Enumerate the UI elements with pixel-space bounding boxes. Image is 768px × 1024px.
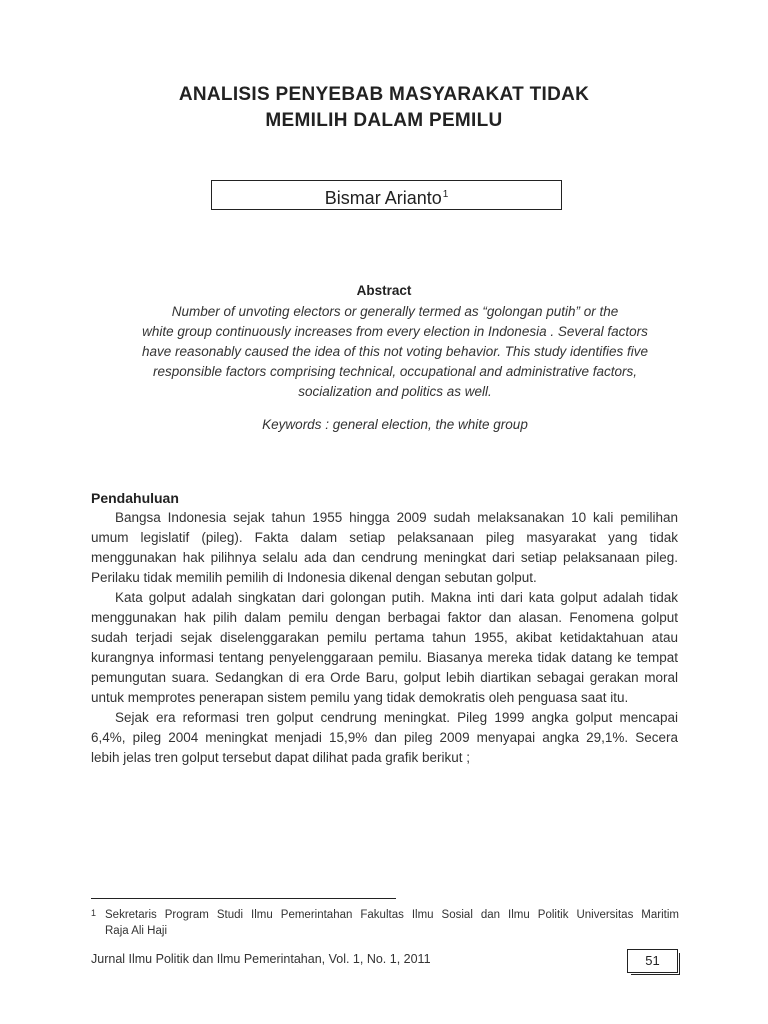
paper-title-line-1: ANALISIS PENYEBAB MASYARAKAT TIDAK	[178, 84, 590, 105]
section-heading: Pendahuluan	[91, 490, 179, 506]
abstract-line: Number of unvoting electors or generally termed as “golongan putih” or the	[171, 304, 619, 319]
footnote-line: Raja Ali Haji	[105, 925, 167, 937]
keywords: Keywords : general election, the white group	[262, 417, 528, 432]
body-line: menggunakan hak pilih dalam pemilu dengan berbagai faktor dan alasan. Fenomena golput	[91, 610, 678, 625]
abstract-body	[110, 302, 680, 402]
body-line: lebih jelas tren golput tersebut dapat dilihat pada grafik berikut ;	[91, 750, 470, 765]
abstract-line: white group continuously increases from every election in Indonesia . Several factors	[142, 324, 648, 339]
abstract-heading: Abstract	[356, 283, 412, 298]
body-line: Kata golput adalah singkatan dari golongan putih. Makna inti dari kata golput adalah tidak	[115, 590, 678, 605]
abstract-line: responsible factors comprising technical, occupational and administrative factors,	[153, 364, 637, 379]
footnote-number: 1	[91, 908, 97, 918]
body-line: 6,4%, pileg 2004 meningkat menjadi 15,9% dan pileg 2009 menyapai angka 29,1%. Secera	[91, 730, 678, 745]
body-line: pemungutan suara. Sedangkan di era Orde Baru, golput lebih diartikan sebagai gerakan moral	[91, 670, 678, 685]
author-box	[211, 180, 562, 210]
page-number-text: 51	[645, 953, 660, 968]
paper-title-line-2: MEMILIH DALAM PEMILU	[265, 110, 503, 131]
body-line: kurangnya informasi tentang penyelenggaraan pemilu. Biasanya mereka tidak datang ke tempat	[91, 650, 678, 665]
body-line: menggunakan hak pilihnya selalu ada dan cendrung meningkat dari setiap pelaksanaan pileg.	[91, 550, 678, 565]
footnote	[91, 907, 679, 939]
body-line: Bangsa Indonesia sejak tahun 1955 hingga 2009 sudah melaksanakan 10 kali pemilihan	[115, 510, 678, 525]
author-footnote-mark: 1	[442, 189, 449, 200]
abstract-line: have reasonably caused the idea of this not voting behavior. This study identifies five	[141, 344, 649, 359]
author-name: Bismar Arianto	[324, 188, 442, 208]
page-number	[627, 949, 678, 973]
body-line: untuk memprotes penerapan sistem pemilu yang tidak demokratis oleh penguasa saat itu.	[91, 690, 629, 705]
footnote-line: Sekretaris Program Studi Ilmu Pemerintahan Fakultas Ilmu Sosial dan Ilmu Politik Universitas Maritim	[105, 909, 679, 921]
paper-title	[0, 82, 768, 134]
body-line: Sejak era reformasi tren golput cendrung meningkat. Pileg 1999 angka golput mencapai	[115, 710, 678, 725]
body-line: sudah terjadi sejak diselenggarakan pemilu pertama tahun 1955, akibat ketidaktahuan atau	[91, 630, 678, 645]
body-line: Perilaku tidak memilih pemilih di Indonesia dikenal dengan sebutan golput.	[91, 570, 537, 585]
body-line: umum legislatif (pileg). Fakta dalam setiap pelaksanaan pileg masyarakat yang tidak	[91, 530, 678, 545]
journal-citation: Jurnal Ilmu Politik dan Ilmu Pemerintahan, Vol. 1, No. 1, 2011	[91, 952, 431, 966]
body-text	[91, 508, 678, 768]
abstract-line: socialization and politics as well.	[298, 384, 492, 399]
footnote-rule	[91, 898, 396, 899]
